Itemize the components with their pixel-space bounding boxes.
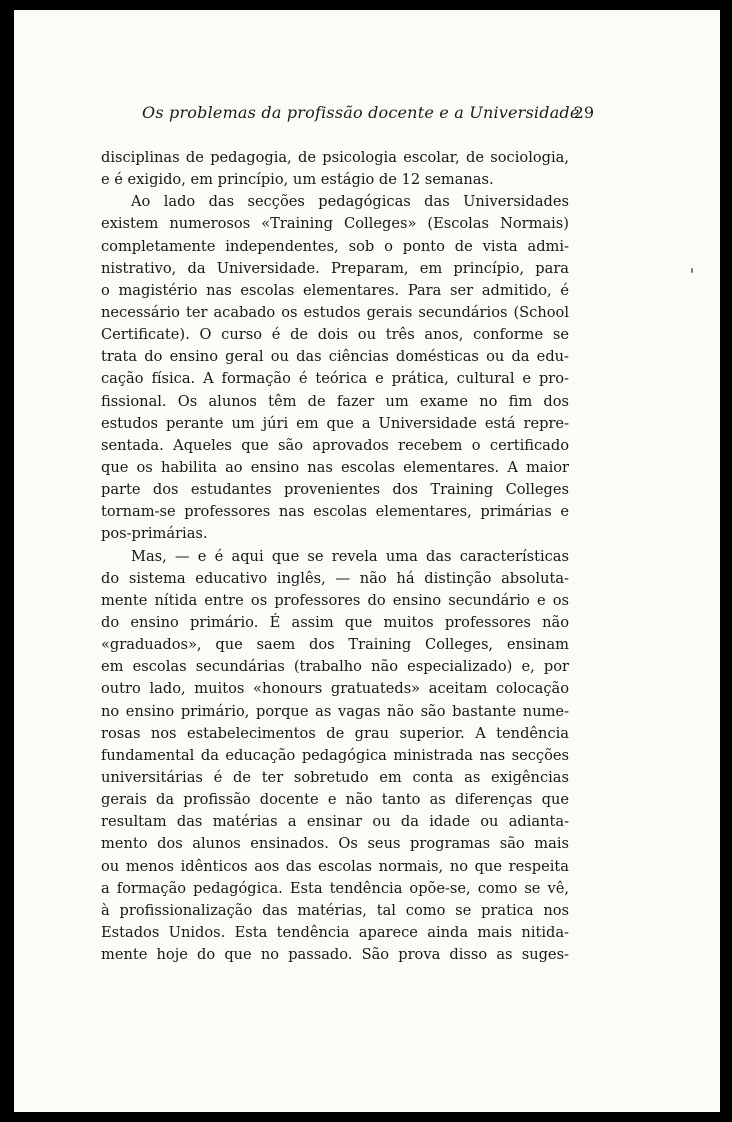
text-line: cação física. A formação é teórica e prática, cultural e pro- <box>101 370 569 388</box>
book-page <box>14 10 720 1112</box>
text-line: em escolas secundárias (trabalho não especializado) e, por <box>101 658 569 676</box>
text-line: mente hoje do que no passado. São prova disso as suges- <box>101 946 569 964</box>
text-line: «graduados», que saem dos Training Colleges, ensinam <box>101 636 569 654</box>
page-number: 29 <box>573 103 594 122</box>
text-line: universitárias é de ter sobretudo em conta as exigências <box>101 768 569 786</box>
text-line: tornam-se professores nas escolas elementares, primárias e <box>101 503 569 521</box>
body-text <box>101 147 569 966</box>
text-line: que os habilita ao ensino nas escolas elementares. A maior <box>101 458 569 476</box>
text-line: necessário ter acabado os estudos gerais secundários (School <box>101 303 569 321</box>
running-title: Os problemas da profissão docente e a Universidade <box>142 103 580 122</box>
text-line: ou menos idênticos aos das escolas normais, no que respeita <box>101 857 569 875</box>
text-line: pos-primárias. <box>101 525 208 543</box>
text-line: trata do ensino geral ou das ciências domésticas ou da edu- <box>101 348 569 366</box>
text-line: disciplinas de pedagogia, de psicologia escolar, de sociologia, <box>101 149 569 166</box>
text-line: sentada. Aqueles que são aprovados recebem o certificado <box>101 436 569 454</box>
text-line: Ao lado das secções pedagógicas das Universidades <box>131 193 569 211</box>
text-line: completamente independentes, sob o ponto de vista admi- <box>101 237 569 255</box>
text-line: à profissionalização das matérias, tal como se pratica nos <box>101 901 569 919</box>
text-line: fundamental da educação pedagógica ministrada nas secções <box>101 746 569 764</box>
print-speck <box>691 268 693 273</box>
text-line: rosas nos estabelecimentos de grau superior. A tendência <box>101 724 569 742</box>
text-line: resultam das matérias a ensinar ou da idade ou adianta- <box>101 813 569 831</box>
text-line: gerais da profissão docente e não tanto as diferenças que <box>101 791 569 809</box>
text-line: Mas, — e é aqui que se revela uma das características <box>131 547 569 565</box>
text-line: e é exigido, em princípio, um estágio de 12 semanas. <box>101 171 494 189</box>
text-line: fissional. Os alunos têm de fazer um exame no fim dos <box>101 392 569 410</box>
text-line: existem numerosos «Training Colleges» (Escolas Normais) <box>101 215 569 233</box>
text-line: o magistério nas escolas elementares. Para ser admitido, é <box>101 281 569 299</box>
text-line: mento dos alunos ensinados. Os seus programas são mais <box>101 835 569 853</box>
text-line: Certificate). O curso é de dois ou três anos, conforme se <box>101 326 569 344</box>
text-line: a formação pedagógica. Esta tendência opõe-se, como se vê, <box>101 879 569 897</box>
running-header <box>142 103 594 131</box>
text-line: do ensino primário. É assim que muitos professores não <box>101 613 569 631</box>
text-line: do sistema educativo inglês, — não há distinção absoluta- <box>101 569 569 587</box>
text-line: parte dos estudantes provenientes dos Training Colleges <box>101 481 569 499</box>
text-line: mente nítida entre os professores do ensino secundário e os <box>101 591 569 609</box>
text-line: no ensino primário, porque as vagas não são bastante nume- <box>101 702 569 720</box>
text-line: Estados Unidos. Esta tendência aparece ainda mais nitida- <box>101 923 569 941</box>
text-line: nistrativo, da Universidade. Preparam, em princípio, para <box>101 259 569 277</box>
text-line: outro lado, muitos «honours gratuateds» aceitam colocação <box>101 680 569 698</box>
text-line: estudos perante um júri em que a Universidade está repre- <box>101 414 569 432</box>
